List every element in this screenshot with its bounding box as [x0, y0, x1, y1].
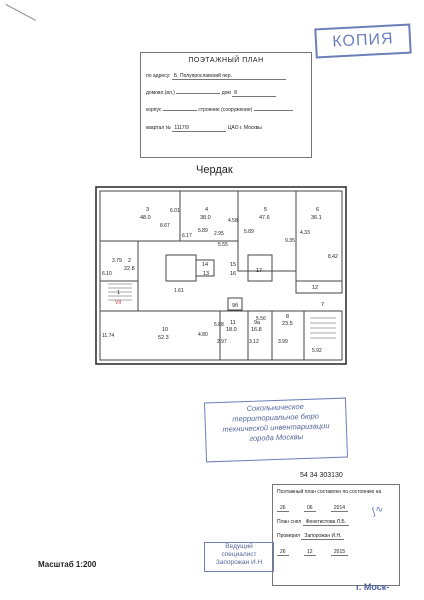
room-3-area: 48.0 — [140, 215, 151, 221]
korpus-label: корпус — [146, 107, 162, 113]
dim-label: 11.74 — [102, 333, 115, 339]
room-1-num: 1 — [117, 290, 121, 296]
checked-name: Запорожан И.Н. — [301, 533, 344, 540]
house-num-label: дом — [221, 90, 231, 96]
room-2-area: 22.8 — [124, 266, 135, 272]
signature-scribble: ∫∿ — [370, 503, 385, 518]
dim-label: 6.17 — [182, 233, 192, 239]
plan-outer-walls — [96, 187, 346, 364]
dim-label: 5.92 — [312, 348, 322, 354]
checked-label: Проверил — [277, 533, 301, 539]
drawn-line — [277, 519, 349, 526]
house-num-value: 8 — [232, 90, 276, 97]
date1-line — [277, 505, 348, 512]
room-6-area: 36.1 — [311, 215, 322, 221]
bti-stamp-line: Сокольническое — [246, 402, 304, 414]
dim-label: 5.89 — [198, 228, 208, 234]
spec-stamp-line: Ведущий — [225, 543, 253, 550]
date2-year: 2015 — [331, 549, 348, 556]
room-16-num: 16 — [230, 271, 237, 277]
checked-line — [277, 533, 344, 540]
dim-label: 2.95 — [214, 231, 224, 237]
outer-wall — [96, 187, 346, 364]
room-13-num: 13 — [203, 271, 210, 277]
dim-label: 5.88 — [214, 322, 224, 328]
dim-label: 9.35 — [285, 238, 295, 244]
dim-label: 5.56 — [256, 316, 266, 322]
dim-label: 2.97 — [217, 339, 227, 345]
bti-stamp-line: территориальное бюро — [232, 411, 320, 424]
drawn-name: Феоктистова Л.Б. — [303, 519, 349, 526]
date2-day: 26 — [277, 549, 289, 556]
city-label: г. Моск- — [356, 582, 390, 592]
scale-label: Масштаб 1:200 — [38, 560, 97, 569]
date2-month: 12 — [304, 549, 316, 556]
spec-stamp-line: Запорожан И.Н — [215, 559, 263, 566]
room-8-area: 23.5 — [282, 321, 293, 327]
date1-year: 2014 — [331, 505, 348, 512]
dim-label: 3.79 — [112, 258, 122, 264]
document-code: 54 34 303130 — [300, 472, 343, 479]
bti-stamp-line: технической инвентаризации — [222, 421, 330, 434]
kvartal-label: квартал № — [146, 125, 171, 131]
room-9a-area: 16.8 — [251, 327, 262, 333]
room-11-num: 11 — [230, 320, 236, 326]
room-2-num: 2 — [128, 258, 132, 264]
kvartal-value: 1117/9 — [172, 125, 226, 132]
dim-label: 8.42 — [328, 254, 338, 260]
room-7-num: 7 — [321, 302, 325, 308]
dim-label: VII — [115, 300, 122, 306]
date1-month: 06 — [304, 505, 316, 512]
plan-inner-walls — [100, 191, 342, 360]
dim-label: 5.89 — [244, 229, 254, 235]
room-8-num: 8 — [286, 314, 290, 320]
room-4-area: 38.0 — [200, 215, 211, 221]
stroenie-label: строение (сооружение) — [198, 107, 253, 113]
room-4-num: 4 — [205, 207, 209, 213]
room-9a-num: 9а — [254, 320, 261, 326]
dim-label: 4.33 — [300, 230, 310, 236]
room-6-num: 6 — [316, 207, 320, 213]
drawn-label: План снял — [277, 519, 302, 525]
wall-room-7 — [304, 311, 342, 360]
dim-label: 6.01 — [170, 208, 180, 214]
room-11-area: 18.0 — [226, 327, 237, 333]
house-label: домовл.(вл.) — [146, 90, 175, 96]
room-10-area: 52.3 — [158, 335, 169, 341]
room-12-num: 12 — [312, 285, 319, 291]
date2-line — [277, 549, 348, 556]
bti-stamp — [204, 398, 348, 463]
spec-stamp-line: специалист — [221, 551, 257, 558]
floor-title: Чердак — [196, 164, 233, 176]
room-5-num: 5 — [264, 207, 268, 213]
room-14-num: 14 — [202, 262, 209, 268]
plan-title: ПОЭТАЖНЫЙ ПЛАН — [188, 57, 264, 64]
room-5-area: 47.6 — [259, 215, 270, 221]
dim-label: 8.67 — [160, 223, 170, 229]
signature-box — [272, 484, 400, 586]
dim-label: 3.12 — [249, 339, 259, 345]
wall-rooms-13-16 — [166, 255, 196, 281]
bti-stamp-line: города Москвы — [249, 432, 304, 443]
wall-room-11 — [220, 311, 248, 360]
address-label: по адресу: — [146, 73, 171, 79]
wall-room-6 — [296, 191, 342, 281]
room-15-num: 15 — [230, 262, 237, 268]
date1-day: 26 — [277, 505, 289, 512]
wall-room-12 — [296, 281, 342, 293]
dim-label: 1.61 — [174, 288, 184, 294]
dim-label: 4.80 — [198, 332, 208, 338]
dim-label: 3.99 — [278, 339, 288, 345]
room-10-num: 10 — [162, 327, 169, 333]
dim-label: 4.58 — [228, 218, 238, 224]
dim-label: 5.55 — [218, 242, 228, 248]
signature-title: Поэтажный план составлен по состоянию на — [277, 489, 382, 495]
dept-label: ЦАО г. Москвы — [227, 125, 262, 131]
room-9b-num: 9б — [232, 303, 239, 309]
copy-stamp: КОПИЯ — [314, 24, 411, 59]
dim-label: 6.10 — [102, 271, 112, 277]
room-3-num: 3 — [146, 207, 150, 213]
specialist-stamp — [204, 542, 274, 572]
address-value: Б. Полуярославский пер. — [172, 73, 286, 80]
room-17-num: 17 — [256, 268, 263, 274]
